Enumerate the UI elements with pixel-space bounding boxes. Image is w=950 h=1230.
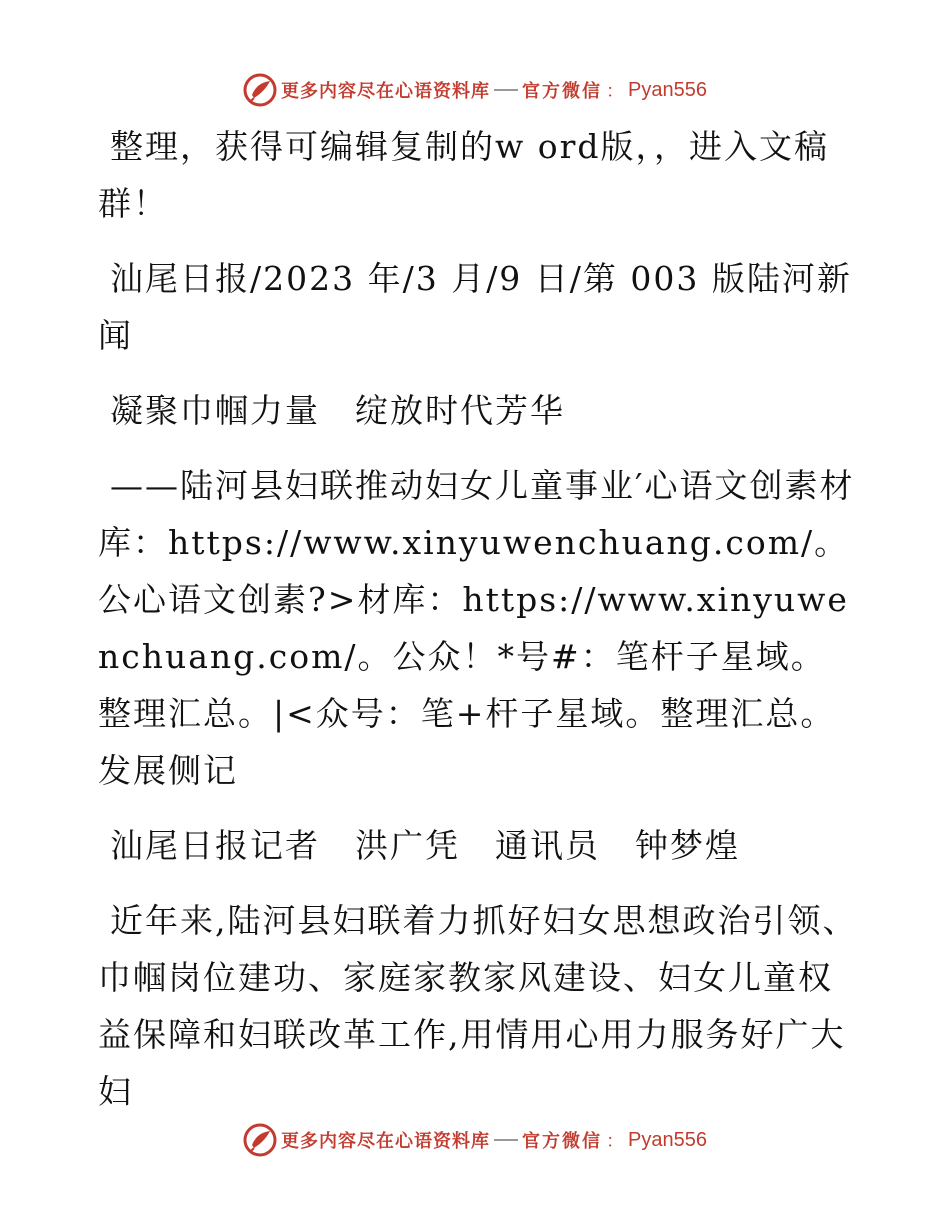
banner-colon: ： xyxy=(606,1131,625,1152)
banner-dash xyxy=(494,1139,518,1141)
banner-site-text: 更多内容尽在心语资料库 xyxy=(281,81,491,102)
header-banner xyxy=(0,70,950,110)
article-title: 凝聚巾帼力量 绽放时代芳华 xyxy=(110,391,565,430)
banner-colon: ： xyxy=(606,81,625,102)
banner-official-label: 官方微信 xyxy=(522,1131,603,1152)
article-subtitle: ——陆河县妇联推动妇女儿童事业′心语文创素材库：https://www.xinyuwenchuang.com/。公心语文创素?>材库：https://www.xinyuwenchuang.com/。公众！*号#：笔杆子星域。整理汇总。|<众号：笔+杆子星域。整理汇总。发展侧记 xyxy=(98,466,855,790)
banner-official-label: 官方微信 xyxy=(522,81,603,102)
pen-logo-icon xyxy=(243,1123,277,1157)
article-body-paragraph: 近年来,陆河县妇联着力抓好妇女思想政治引领、巾帼岗位建功、家庭家教家风建设、妇女儿童权益保障和妇联改革工作,用情用心用力服务好广大妇 xyxy=(98,901,858,1111)
paragraph-source: 汕尾日报/2023 年/3 月/9 日/第 003 版陆河新闻 xyxy=(98,259,852,355)
pen-logo-icon xyxy=(243,73,277,107)
banner-site-text: 更多内容尽在心语资料库 xyxy=(281,1131,491,1152)
banner-dash xyxy=(494,89,518,91)
article-byline: 汕尾日报记者 洪广凭 通讯员 钟梦煌 xyxy=(110,826,740,865)
document-body xyxy=(98,118,858,1138)
paragraph-intro: 整理，获得可编辑复制的w ord版，，进入文稿群！ xyxy=(98,127,830,223)
banner-wechat-id: Pyan556 xyxy=(628,1128,707,1151)
banner-wechat-id: Pyan556 xyxy=(628,78,707,101)
footer-banner xyxy=(0,1120,950,1160)
